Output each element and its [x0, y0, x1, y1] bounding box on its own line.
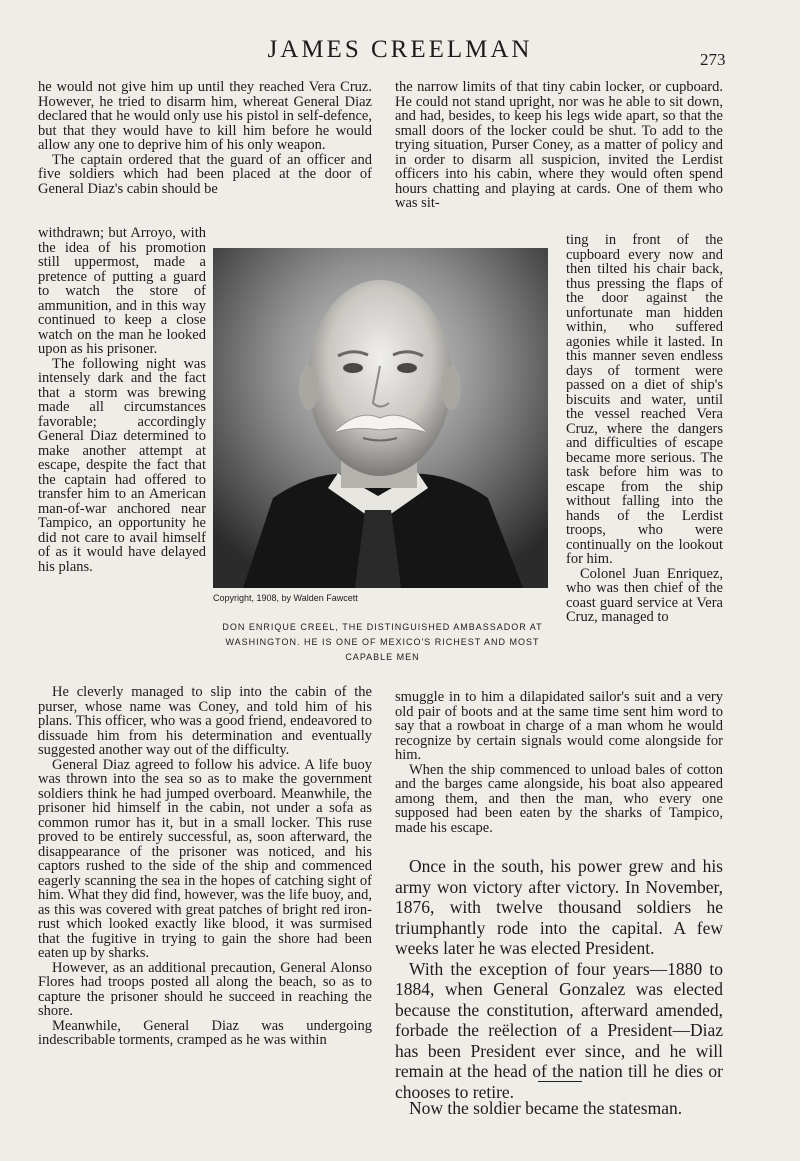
paragraph: He cleverly managed to slip into the cabin of the purser, whose name was Coney, and told him of his plans. This officer, who was a good friend, endeavored to dissuade him from his determination and eventually suggested another way out of the difficulty. [38, 684, 372, 758]
paragraph: General Diaz agreed to follow his advice. A life buoy was thrown into the sea so as to make the government soldiers think he had jumped overboard. Meanwhile, the prisoner hid himself in the cabin, not under a sofa as common rumor has it, but in a small locker. This ruse proved to be entirely successful, as, soon afterward, the disappearance of the prisoner was noticed, and his captors rushed to the side of the ship and commenced eagerly scanning the sea in the hopes of catching sight of him. What they did find, however, was the life buoy, and, as this was covered with great patches of bright red iron-rust which looked exactly like blood, it was surmised that the fugitive in trying to gain the shore had been eaten up by sharks. [38, 756, 372, 961]
portrait-illustration [213, 248, 548, 588]
paragraph: Colonel Juan Enriquez, who was then chief of the coast guard service at Vera Cruz, managed to [566, 565, 723, 625]
right-column-top [395, 80, 723, 211]
paragraph: The following night was intensely dark and the fact that a storm was brewing made all circumstances favorable; accordingly General Diaz determined to make another attempt at escape, despite the fact that the captain had offered to transfer him to an American man-of-war anchored near Tampico, an opportunity he did not care to avail himself of as it would have delayed his plans. [38, 355, 206, 575]
photo-caption: DON ENRIQUE CREEL, THE DISTINGUISHED AMBASSADOR AT WASHINGTON. HE IS ONE OF MEXICO'S RICHEST AND MOST CAPABLE MEN [222, 622, 543, 662]
paragraph: withdrawn; but Arroyo, with the idea of his promotion still uppermost, made a pretence of putting a guard to watch the store of ammunition, and in this way continued to keep a close watch on the man he looked upon as his prisoner. [38, 225, 206, 357]
paragraph: Now the soldier became the statesman. [409, 1098, 683, 1118]
right-column-wrap [566, 233, 723, 625]
paragraph: ting in front of the cupboard every now and then tilted his chair back, thus pressing the flaps of the door against the unfortunate man hidden within, who suffered agonies while it lasted. In this manner seven endless days of torment were passed on a diet of ship's biscuits and water, until the vessel reached Vera Cruz, where the dangers and difficulties of escape became more serious. The task before him was to escape from the ship without falling into the hands of the Lerdist troops, who were continually on the lookout for him. [566, 232, 723, 567]
closing-line [395, 1098, 723, 1119]
paragraph: Meanwhile, General Diaz was undergoing indescribable torments, cramped as he was within [38, 1017, 372, 1048]
paragraph: he would not give him up until they reached Vera Cruz. However, he tried to disarm him, whereat General Diaz declared that he would only use his pistol in self-defence, but that they would have to kill him before he would allow any one to deprive him of his only weapon. [38, 79, 372, 153]
paragraph: Once in the south, his power grew and his army won victory after victory. In November, 1876, with twelve thousand soldiers he triumphantly rode into the capital. A few weeks later he was elected President. [395, 856, 723, 958]
running-head: JAMES CREELMAN [267, 36, 533, 63]
paragraph: With the exception of four years—1880 to 1884, when General Gonzalez was elected because the constitution, afterward amended, forbade the reëlection of a President—Diaz has been President ever since, and he will remain at the head of the nation till he dies or chooses to retire. [395, 958, 723, 1102]
paragraph: the narrow limits of that tiny cabin locker, or cupboard. He could not stand upright, nor was he able to sit down, and had, besides, to keep his legs wide apart, so that the small doors of the locker could be shut. To add to the trying situation, Purser Coney, as a matter of policy and in order to disarm all suspicion, invited the Lerdist officers into his cabin, where they would often spend hours chatting and playing at cards. One of them who was sit- [395, 79, 723, 211]
paragraph: When the ship commenced to unload bales of cotton and the barges came alongside, his boat also appeared among them, and then the man, who every one supposed had been eaten by the sharks of Tampico, made his escape. [395, 761, 723, 836]
paragraph: The captain ordered that the guard of an officer and five soldiers which had been placed at the door of General Diaz's cabin should be [38, 151, 372, 197]
paragraph: smuggle in to him a dilapidated sailor's suit and a very old pair of boots and at the same time sent him word to say that a rowboat in charge of a man whom he would recognize by certain signals would come alongside for him. [395, 689, 723, 763]
portrait-photo [213, 248, 548, 588]
right-column-bottom [395, 690, 723, 835]
closing-section [395, 856, 723, 1102]
page-number: 273 [700, 50, 726, 69]
left-column-bottom [38, 685, 372, 1048]
paragraph: However, as an additional precaution, General Alonso Flores had troops posted all along the beach, so as to capture the prisoner should he succeed in reaching the shore. [38, 959, 372, 1019]
photo-credit: Copyright, 1908, by Walden Fawcett [213, 593, 358, 603]
left-column-top [38, 80, 372, 196]
section-divider [538, 1081, 582, 1082]
left-column-wrap [38, 226, 206, 574]
